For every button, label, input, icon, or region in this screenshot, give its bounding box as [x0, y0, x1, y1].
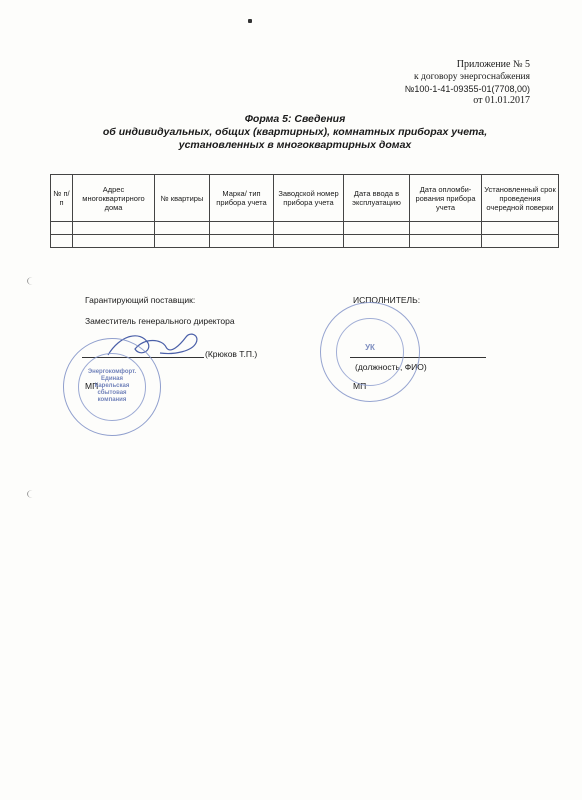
table-cell: [210, 235, 274, 248]
table-row: [51, 222, 559, 235]
meters-table: [50, 174, 559, 248]
hole-punch-mark: [27, 277, 38, 285]
table-cell: [482, 235, 559, 248]
header-cell: Марка/ тип прибора учета: [210, 175, 274, 222]
header-cell: Адрес многоквартирного дома: [73, 175, 155, 222]
table-cell: [344, 235, 410, 248]
appendix-line-4: от 01.01.2017: [473, 95, 530, 106]
table-cell: [482, 222, 559, 235]
appendix-line-1: Приложение № 5: [456, 59, 530, 70]
header-cell: № п/п: [51, 175, 73, 222]
table-cell: [155, 222, 210, 235]
table-cell: [210, 222, 274, 235]
title-line-1: Форма 5: Сведения: [244, 113, 346, 125]
executor-caption: (должность, ФИО): [355, 362, 427, 372]
supplier-name: (Крюков Т.П.): [205, 349, 258, 359]
executor-stamp-text: УК: [365, 343, 375, 352]
table-cell: [73, 222, 155, 235]
table-row: [51, 235, 559, 248]
table-cell: [51, 235, 73, 248]
appendix-line-2: к договору энергоснабжения: [414, 72, 530, 82]
form-title: [60, 113, 530, 152]
title-line-2: об индивидуальных, общих (квартирных), комнатных приборах учета,: [102, 126, 488, 138]
supplier-mp: МП: [85, 381, 99, 391]
top-mark: [248, 19, 252, 23]
appendix-header: [405, 59, 530, 107]
table-header-row: [51, 175, 559, 222]
hole-punch-mark: [27, 490, 38, 498]
executor-stamp: [320, 302, 420, 402]
executor-label: ИСПОЛНИТЕЛЬ:: [353, 295, 421, 305]
table-cell: [344, 222, 410, 235]
header-cell: Дата ввода в эксплуатацию: [344, 175, 410, 222]
header-cell: Установленный срок проведения очередной поверки: [482, 175, 559, 222]
table-cell: [155, 235, 210, 248]
supplier-stamp: [63, 338, 161, 436]
table-cell: [51, 222, 73, 235]
supplier-position: Заместитель генерального директора: [85, 316, 235, 326]
appendix-line-3: №100-1-41-09355-01(7708,00): [404, 84, 530, 94]
header-cell: Заводской номер прибора учета: [274, 175, 344, 222]
header-cell: Дата опломби- рования прибора учета: [410, 175, 482, 222]
table-cell: [410, 222, 482, 235]
title-line-3: установленных в многоквартирных домах: [178, 139, 412, 151]
header-cell: № квартиры: [155, 175, 210, 222]
table-cell: [73, 235, 155, 248]
table-cell: [274, 222, 344, 235]
supplier-stamp-text: Энергокомфорт. Единая Карельская сбытовая компания: [87, 369, 137, 403]
executor-mp: МП: [353, 381, 367, 391]
supplier-label: Гарантирующий поставщик:: [85, 295, 196, 305]
table-cell: [410, 235, 482, 248]
table-cell: [274, 235, 344, 248]
